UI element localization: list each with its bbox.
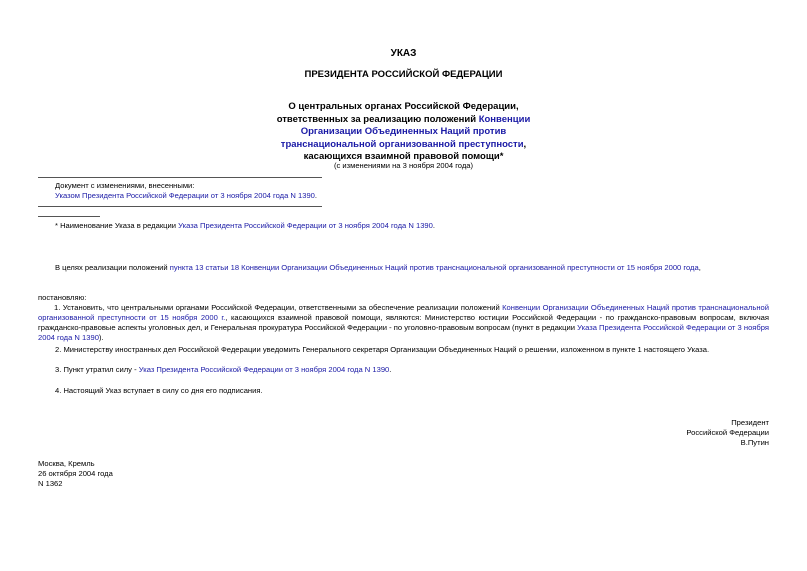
divider-bottom <box>38 206 322 207</box>
amending-decree-link[interactable]: Указом Президента Российской Федерации от 3 ноября 2004 года N 1390 <box>55 191 315 200</box>
item-1-convention-link[interactable]: Конвенции Организации Объединенных Наций против транснациональной организованной преступности от 15 ноября 2000 г. <box>38 303 769 322</box>
convention-link-part-1[interactable]: Конвенции <box>478 113 531 125</box>
footnote <box>55 221 435 231</box>
signing-place: Москва, Кремль <box>38 459 95 468</box>
item-3-suffix: . <box>389 365 392 374</box>
divider-top <box>38 177 322 178</box>
subject-line-1: О центральных органах Российской Федерации, <box>288 101 519 112</box>
subject-line-5: касающихся взаимной правовой помощи* <box>303 151 504 162</box>
preamble-suffix: , <box>698 263 701 272</box>
signature-title: Президент <box>731 418 769 427</box>
item-1-middle: , касающихся взаимной правовой помощи, являются: Министерство юстиции Российской Федерации - по гражданско-правовым вопросам, включая гражданско-правовые аспекты уголовных дел, и Генеральная прокуратура Российской Федерации - по уголовно-правовым вопросам (пункт в редакции <box>38 313 769 332</box>
subject-line-2 <box>0 114 807 127</box>
subject-line-4 <box>0 139 807 152</box>
item-1-suffix: ). <box>98 333 104 342</box>
item-3-decree-link[interactable]: Указ Президента Российской Федерации от 3 ноября 2004 года N 1390 <box>138 365 390 374</box>
footnote-divider <box>38 216 100 217</box>
signature-country: Российской Федерации <box>686 428 769 437</box>
item-3 <box>55 365 391 375</box>
item-3-prefix: 3. Пункт утратил силу - <box>55 365 139 374</box>
issuer-heading: ПРЕЗИДЕНТА РОССИЙСКОЙ ФЕДЕРАЦИИ <box>304 69 503 80</box>
item-1-decree-link[interactable]: Указа Президента Российской Федерации от 3 ноября 2004 года N 1390 <box>38 323 770 342</box>
decree-number: N 1362 <box>38 479 63 488</box>
amending-decree-link-suffix: . <box>314 191 318 200</box>
decree-subject <box>0 101 807 164</box>
item-2: 2. Министерству иностранных дел Российской Федерации уведомить Генерального секретаря Организации Объединенных Наций о решении, изложенном в пункте 1 настоящего Указа. <box>55 345 710 354</box>
footnote-prefix: * Наименование Указа в редакции <box>55 221 179 230</box>
footnote-link[interactable]: Указа Президента Российской Федерации от 3 ноября 2004 года N 1390 <box>178 221 433 230</box>
item-1-prefix: 1. Установить, что центральными органами Российской Федерации, ответственными за обеспечение реализации положений <box>54 303 503 312</box>
convention-link-part-3[interactable]: транснациональной организованной преступности <box>280 138 524 150</box>
decree-heading: УКАЗ <box>390 48 417 59</box>
amendments-note: (с изменениями на 3 ноября 2004 года) <box>333 161 474 170</box>
footnote-suffix: . <box>432 221 435 230</box>
convention-link-part-2[interactable]: Организации Объединенных Наций против <box>300 126 507 137</box>
subject-line-3 <box>0 126 807 139</box>
preamble <box>55 263 701 273</box>
document-info-label: Документ с изменениями, внесенными: <box>55 181 195 190</box>
signing-date: 26 октября 2004 года <box>38 469 113 478</box>
signature-block <box>686 418 769 448</box>
resolution-word: постановляю: <box>38 293 87 302</box>
signature-name: В.Путин <box>740 438 769 447</box>
subject-line-2-text: ответственных за реализацию положений <box>276 113 479 125</box>
document-info-line <box>55 191 317 201</box>
place-date-block <box>38 459 113 489</box>
item-1 <box>38 303 769 343</box>
preamble-prefix: В целях реализации положений <box>55 263 170 272</box>
subject-line-4-text: , <box>523 138 527 150</box>
item-4: 4. Настоящий Указ вступает в силу со дня его подписания. <box>55 386 263 395</box>
convention-article-link[interactable]: пункта 13 статьи 18 Конвенции Организации Объединенных Наций против транснациональной организованной преступности от 15 ноября 2000 года <box>169 263 699 272</box>
